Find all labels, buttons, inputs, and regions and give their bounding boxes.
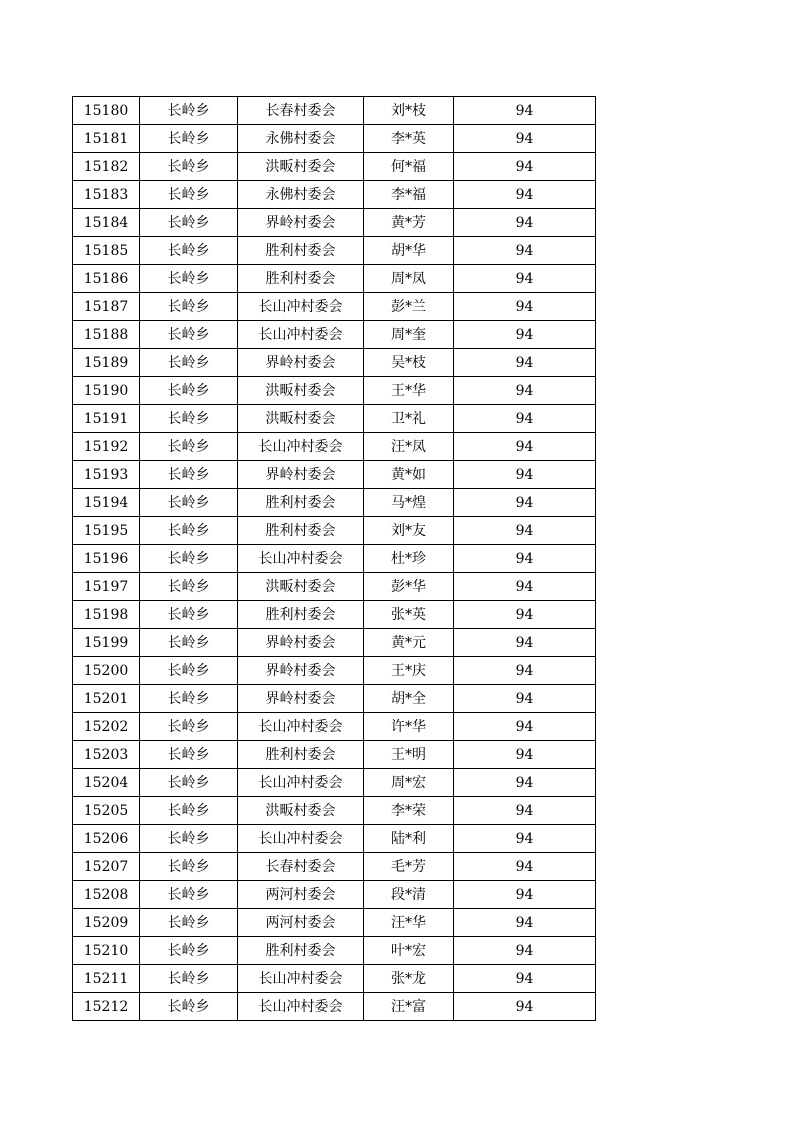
township-cell: 长岭乡	[140, 545, 238, 573]
table-row	[73, 237, 596, 265]
name-cell: 汪*华	[364, 909, 454, 937]
village-cell: 洪畈村委会	[238, 153, 364, 181]
township-cell: 长岭乡	[140, 153, 238, 181]
record-table	[72, 96, 596, 1021]
township-cell: 长岭乡	[140, 489, 238, 517]
township-cell: 长岭乡	[140, 937, 238, 965]
village-cell: 界岭村委会	[238, 209, 364, 237]
name-cell: 汪*富	[364, 993, 454, 1021]
village-cell: 胜利村委会	[238, 741, 364, 769]
township-cell: 长岭乡	[140, 321, 238, 349]
table-row	[73, 741, 596, 769]
table-row	[73, 685, 596, 713]
village-cell: 两河村委会	[238, 881, 364, 909]
village-cell: 胜利村委会	[238, 937, 364, 965]
table-row	[73, 209, 596, 237]
score-cell: 94	[454, 965, 596, 993]
township-cell: 长岭乡	[140, 825, 238, 853]
score-cell: 94	[454, 629, 596, 657]
village-cell: 长山冲村委会	[238, 321, 364, 349]
row-id-cell: 15195	[73, 517, 140, 545]
table-row	[73, 993, 596, 1021]
table-row	[73, 545, 596, 573]
row-id-cell: 15192	[73, 433, 140, 461]
village-cell: 长春村委会	[238, 853, 364, 881]
row-id-cell: 15185	[73, 237, 140, 265]
name-cell: 马*煌	[364, 489, 454, 517]
row-id-cell: 15186	[73, 265, 140, 293]
name-cell: 彭*兰	[364, 293, 454, 321]
row-id-cell: 15211	[73, 965, 140, 993]
row-id-cell: 15212	[73, 993, 140, 1021]
township-cell: 长岭乡	[140, 909, 238, 937]
table-row	[73, 265, 596, 293]
score-cell: 94	[454, 349, 596, 377]
row-id-cell: 15183	[73, 181, 140, 209]
township-cell: 长岭乡	[140, 853, 238, 881]
row-id-cell: 15206	[73, 825, 140, 853]
township-cell: 长岭乡	[140, 237, 238, 265]
row-id-cell: 15203	[73, 741, 140, 769]
score-cell: 94	[454, 685, 596, 713]
village-cell: 两河村委会	[238, 909, 364, 937]
table-row	[73, 937, 596, 965]
row-id-cell: 15198	[73, 601, 140, 629]
village-cell: 胜利村委会	[238, 265, 364, 293]
row-id-cell: 15191	[73, 405, 140, 433]
township-cell: 长岭乡	[140, 573, 238, 601]
table-row	[73, 797, 596, 825]
name-cell: 王*明	[364, 741, 454, 769]
township-cell: 长岭乡	[140, 881, 238, 909]
score-cell: 94	[454, 517, 596, 545]
name-cell: 张*英	[364, 601, 454, 629]
village-cell: 洪畈村委会	[238, 573, 364, 601]
table-row	[73, 657, 596, 685]
village-cell: 洪畈村委会	[238, 405, 364, 433]
name-cell: 李*福	[364, 181, 454, 209]
name-cell: 刘*枝	[364, 97, 454, 125]
table-row	[73, 713, 596, 741]
score-cell: 94	[454, 461, 596, 489]
row-id-cell: 15184	[73, 209, 140, 237]
table-row	[73, 433, 596, 461]
row-id-cell: 15205	[73, 797, 140, 825]
row-id-cell: 15200	[73, 657, 140, 685]
row-id-cell: 15201	[73, 685, 140, 713]
village-cell: 长山冲村委会	[238, 965, 364, 993]
township-cell: 长岭乡	[140, 461, 238, 489]
village-cell: 长山冲村委会	[238, 545, 364, 573]
village-cell: 胜利村委会	[238, 489, 364, 517]
name-cell: 胡*华	[364, 237, 454, 265]
village-cell: 洪畈村委会	[238, 797, 364, 825]
name-cell: 周*凤	[364, 265, 454, 293]
table-row	[73, 573, 596, 601]
score-cell: 94	[454, 601, 596, 629]
name-cell: 周*奎	[364, 321, 454, 349]
township-cell: 长岭乡	[140, 293, 238, 321]
table-row	[73, 461, 596, 489]
township-cell: 长岭乡	[140, 685, 238, 713]
row-id-cell: 15194	[73, 489, 140, 517]
row-id-cell: 15208	[73, 881, 140, 909]
township-cell: 长岭乡	[140, 965, 238, 993]
township-cell: 长岭乡	[140, 517, 238, 545]
table-row	[73, 293, 596, 321]
score-cell: 94	[454, 377, 596, 405]
name-cell: 叶*宏	[364, 937, 454, 965]
township-cell: 长岭乡	[140, 349, 238, 377]
township-cell: 长岭乡	[140, 657, 238, 685]
score-cell: 94	[454, 657, 596, 685]
score-cell: 94	[454, 405, 596, 433]
village-cell: 永佛村委会	[238, 125, 364, 153]
row-id-cell: 15182	[73, 153, 140, 181]
name-cell: 毛*芳	[364, 853, 454, 881]
score-cell: 94	[454, 489, 596, 517]
table-row	[73, 629, 596, 657]
village-cell: 长山冲村委会	[238, 433, 364, 461]
row-id-cell: 15190	[73, 377, 140, 405]
row-id-cell: 15189	[73, 349, 140, 377]
row-id-cell: 15180	[73, 97, 140, 125]
score-cell: 94	[454, 853, 596, 881]
township-cell: 长岭乡	[140, 209, 238, 237]
table-row	[73, 181, 596, 209]
village-cell: 界岭村委会	[238, 349, 364, 377]
village-cell: 胜利村委会	[238, 517, 364, 545]
score-cell: 94	[454, 741, 596, 769]
table-row	[73, 349, 596, 377]
row-id-cell: 15196	[73, 545, 140, 573]
township-cell: 长岭乡	[140, 265, 238, 293]
score-cell: 94	[454, 237, 596, 265]
name-cell: 周*宏	[364, 769, 454, 797]
township-cell: 长岭乡	[140, 741, 238, 769]
score-cell: 94	[454, 937, 596, 965]
township-cell: 长岭乡	[140, 713, 238, 741]
row-id-cell: 15193	[73, 461, 140, 489]
table-row	[73, 881, 596, 909]
name-cell: 李*英	[364, 125, 454, 153]
table-row	[73, 825, 596, 853]
village-cell: 界岭村委会	[238, 685, 364, 713]
table-row	[73, 153, 596, 181]
village-cell: 长春村委会	[238, 97, 364, 125]
name-cell: 张*龙	[364, 965, 454, 993]
township-cell: 长岭乡	[140, 125, 238, 153]
township-cell: 长岭乡	[140, 181, 238, 209]
village-cell: 界岭村委会	[238, 657, 364, 685]
row-id-cell: 15202	[73, 713, 140, 741]
score-cell: 94	[454, 125, 596, 153]
row-id-cell: 15207	[73, 853, 140, 881]
table-row	[73, 489, 596, 517]
table-row	[73, 125, 596, 153]
name-cell: 汪*凤	[364, 433, 454, 461]
score-cell: 94	[454, 825, 596, 853]
table-row	[73, 769, 596, 797]
village-cell: 胜利村委会	[238, 601, 364, 629]
township-cell: 长岭乡	[140, 97, 238, 125]
township-cell: 长岭乡	[140, 405, 238, 433]
name-cell: 杜*珍	[364, 545, 454, 573]
name-cell: 王*庆	[364, 657, 454, 685]
score-cell: 94	[454, 265, 596, 293]
score-cell: 94	[454, 713, 596, 741]
row-id-cell: 15199	[73, 629, 140, 657]
township-cell: 长岭乡	[140, 377, 238, 405]
name-cell: 吴*枝	[364, 349, 454, 377]
row-id-cell: 15204	[73, 769, 140, 797]
village-cell: 长山冲村委会	[238, 713, 364, 741]
score-cell: 94	[454, 993, 596, 1021]
score-cell: 94	[454, 97, 596, 125]
score-cell: 94	[454, 909, 596, 937]
name-cell: 黄*如	[364, 461, 454, 489]
name-cell: 黄*元	[364, 629, 454, 657]
table-row	[73, 853, 596, 881]
record-table-body	[73, 97, 596, 1021]
score-cell: 94	[454, 293, 596, 321]
name-cell: 许*华	[364, 713, 454, 741]
village-cell: 长山冲村委会	[238, 293, 364, 321]
score-cell: 94	[454, 209, 596, 237]
score-cell: 94	[454, 153, 596, 181]
row-id-cell: 15181	[73, 125, 140, 153]
village-cell: 长山冲村委会	[238, 993, 364, 1021]
village-cell: 长山冲村委会	[238, 769, 364, 797]
name-cell: 王*华	[364, 377, 454, 405]
village-cell: 永佛村委会	[238, 181, 364, 209]
township-cell: 长岭乡	[140, 601, 238, 629]
score-cell: 94	[454, 769, 596, 797]
village-cell: 界岭村委会	[238, 629, 364, 657]
village-cell: 界岭村委会	[238, 461, 364, 489]
township-cell: 长岭乡	[140, 433, 238, 461]
score-cell: 94	[454, 881, 596, 909]
score-cell: 94	[454, 321, 596, 349]
township-cell: 长岭乡	[140, 769, 238, 797]
name-cell: 彭*华	[364, 573, 454, 601]
score-cell: 94	[454, 433, 596, 461]
table-row	[73, 965, 596, 993]
table-row	[73, 377, 596, 405]
village-cell: 长山冲村委会	[238, 825, 364, 853]
name-cell: 胡*全	[364, 685, 454, 713]
name-cell: 何*福	[364, 153, 454, 181]
score-cell: 94	[454, 181, 596, 209]
name-cell: 刘*友	[364, 517, 454, 545]
table-row	[73, 405, 596, 433]
score-cell: 94	[454, 545, 596, 573]
table-row	[73, 909, 596, 937]
township-cell: 长岭乡	[140, 993, 238, 1021]
row-id-cell: 15187	[73, 293, 140, 321]
name-cell: 段*清	[364, 881, 454, 909]
score-cell: 94	[454, 797, 596, 825]
township-cell: 长岭乡	[140, 797, 238, 825]
table-row	[73, 97, 596, 125]
village-cell: 胜利村委会	[238, 237, 364, 265]
score-cell: 94	[454, 573, 596, 601]
township-cell: 长岭乡	[140, 629, 238, 657]
row-id-cell: 15188	[73, 321, 140, 349]
name-cell: 陆*利	[364, 825, 454, 853]
table-row	[73, 321, 596, 349]
row-id-cell: 15210	[73, 937, 140, 965]
name-cell: 李*荣	[364, 797, 454, 825]
row-id-cell: 15209	[73, 909, 140, 937]
village-cell: 洪畈村委会	[238, 377, 364, 405]
name-cell: 黄*芳	[364, 209, 454, 237]
name-cell: 卫*礼	[364, 405, 454, 433]
table-row	[73, 517, 596, 545]
row-id-cell: 15197	[73, 573, 140, 601]
table-row	[73, 601, 596, 629]
